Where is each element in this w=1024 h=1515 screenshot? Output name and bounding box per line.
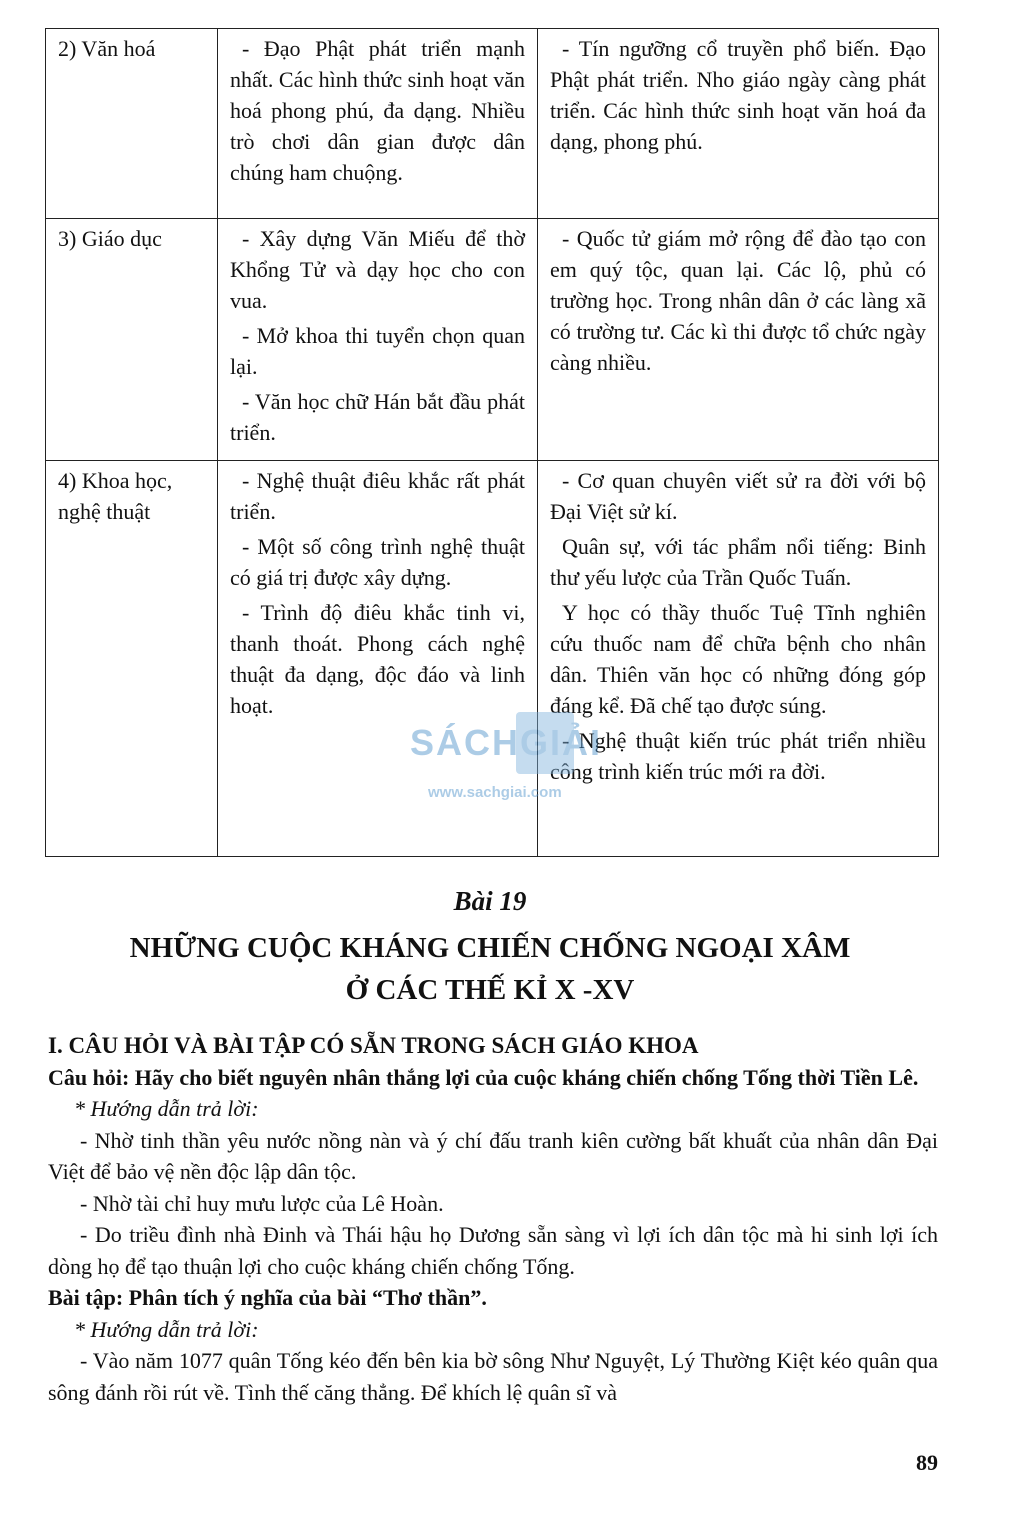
tran-dynasty-cell: - Quốc tử giám mở rộng để đào tạo con em quý tộc, quan lại. Các lộ, phủ có trường học. Trong nhân dân ở các làng xã có trường tư. Các kì thi được tổ chức ngày càng nhiều. bbox=[538, 219, 939, 461]
exercise-hint-label: * Hướng dẫn trả lời: bbox=[74, 1316, 259, 1342]
row-label-cell: 2) Văn hoá bbox=[46, 29, 218, 219]
watermark-url: www.sachgiai.com bbox=[428, 784, 562, 801]
lesson-body bbox=[48, 1030, 938, 1408]
ly-dynasty-cell: - Nghệ thuật điêu khắc rất phát triển. - Một số công trình nghệ thuật có giá trị được xây dựng. - Trình độ điêu khắc tinh vi, thanh thoát. Phong cách nghệ thuật đa dạng, độc đáo và linh hoạt. bbox=[218, 461, 538, 857]
row-label-cell: 3) Giáo dục bbox=[46, 219, 218, 461]
ly-dynasty-cell: - Đạo Phật phát triển mạnh nhất. Các hình thức sinh hoạt văn hoá phong phú, đa dạng. Nhiều trò chơi dân gian được dân chúng ham chuộng. bbox=[218, 29, 538, 219]
lesson-number: Bài 19 bbox=[453, 886, 527, 916]
answer-paragraph: - Nhờ tài chỉ huy mưu lược của Lê Hoàn. bbox=[80, 1190, 444, 1216]
answer-paragraph: - Nhờ tinh thần yêu nước nồng nàn và ý chí đấu tranh kiên cường bất khuất của nhân dân Đại Việt để bảo vệ nền độc lập dân tộc. bbox=[48, 1127, 938, 1184]
page-number: 89 bbox=[916, 1450, 938, 1475]
watermark bbox=[410, 708, 610, 818]
question: Câu hỏi: Hãy cho biết nguyên nhân thắng lợi của cuộc kháng chiến chống Tống thời Tiền Lê. bbox=[48, 1064, 919, 1090]
watermark-brand: SÁCHGIẢI bbox=[410, 722, 603, 763]
tran-dynasty-cell: - Tín ngưỡng cổ truyền phổ biến. Đạo Phật phát triển. Nho giáo ngày càng phát triển. Các hình thức sinh hoạt văn hoá đa dạng, phong phú. bbox=[538, 29, 939, 219]
row-label-cell: 4) Khoa học, nghệ thuật bbox=[46, 461, 218, 857]
ly-dynasty-cell: - Xây dựng Văn Miếu để thờ Khổng Tử và dạy học cho con vua. - Mở khoa thi tuyển chọn quan lại. - Văn học chữ Hán bắt đầu phát triển. bbox=[218, 219, 538, 461]
table-row bbox=[46, 219, 939, 461]
exercise: Bài tập: Phân tích ý nghĩa của bài “Thơ thần”. bbox=[48, 1285, 487, 1310]
answer-hint-label: * Hướng dẫn trả lời: bbox=[74, 1096, 259, 1121]
lesson-title-line-2: Ở CÁC THẾ KỈ X -XV bbox=[345, 974, 635, 1006]
table-row bbox=[46, 29, 939, 219]
section-heading: I. CÂU HỎI VÀ BÀI TẬP CÓ SẴN TRONG SÁCH GIÁO KHOA bbox=[48, 1033, 699, 1058]
exercise-answer-paragraph: - Vào năm 1077 quân Tống kéo đến bên kia bờ sông Như Nguyệt, Lý Thường Kiệt kéo quân qua sông đánh rồi rút về. Tình thế căng thẳng. Để khích lệ quân sĩ và bbox=[48, 1348, 938, 1405]
tran-dynasty-cell: - Cơ quan chuyên viết sử ra đời với bộ Đại Việt sử kí. Quân sự, với tác phẩm nổi tiếng: Binh thư yếu lược của Trần Quốc Tuấn. Y học có thầy thuốc Tuệ Tĩnh nghiên cứu thuốc nam để chữa bệnh cho nhân dân. Thiên văn học có những đóng góp đáng kể. Đã chế tạo được súng. - Nghệ thuật kiến trúc phát triển nhiều công trình kiến trúc mới ra đời. bbox=[538, 461, 939, 857]
lesson-title bbox=[0, 927, 980, 1011]
answer-paragraph: - Do triều đình nhà Đinh và Thái hậu họ Dương sẵn sàng vì lợi ích dân tộc mà hi sinh lợi ích dòng họ để tạo thuận lợi cho cuộc kháng chiến chống Tống. bbox=[48, 1222, 938, 1279]
lesson-title-line-1: NHỮNG CUỘC KHÁNG CHIẾN CHỐNG NGOẠI XÂM bbox=[129, 932, 851, 964]
